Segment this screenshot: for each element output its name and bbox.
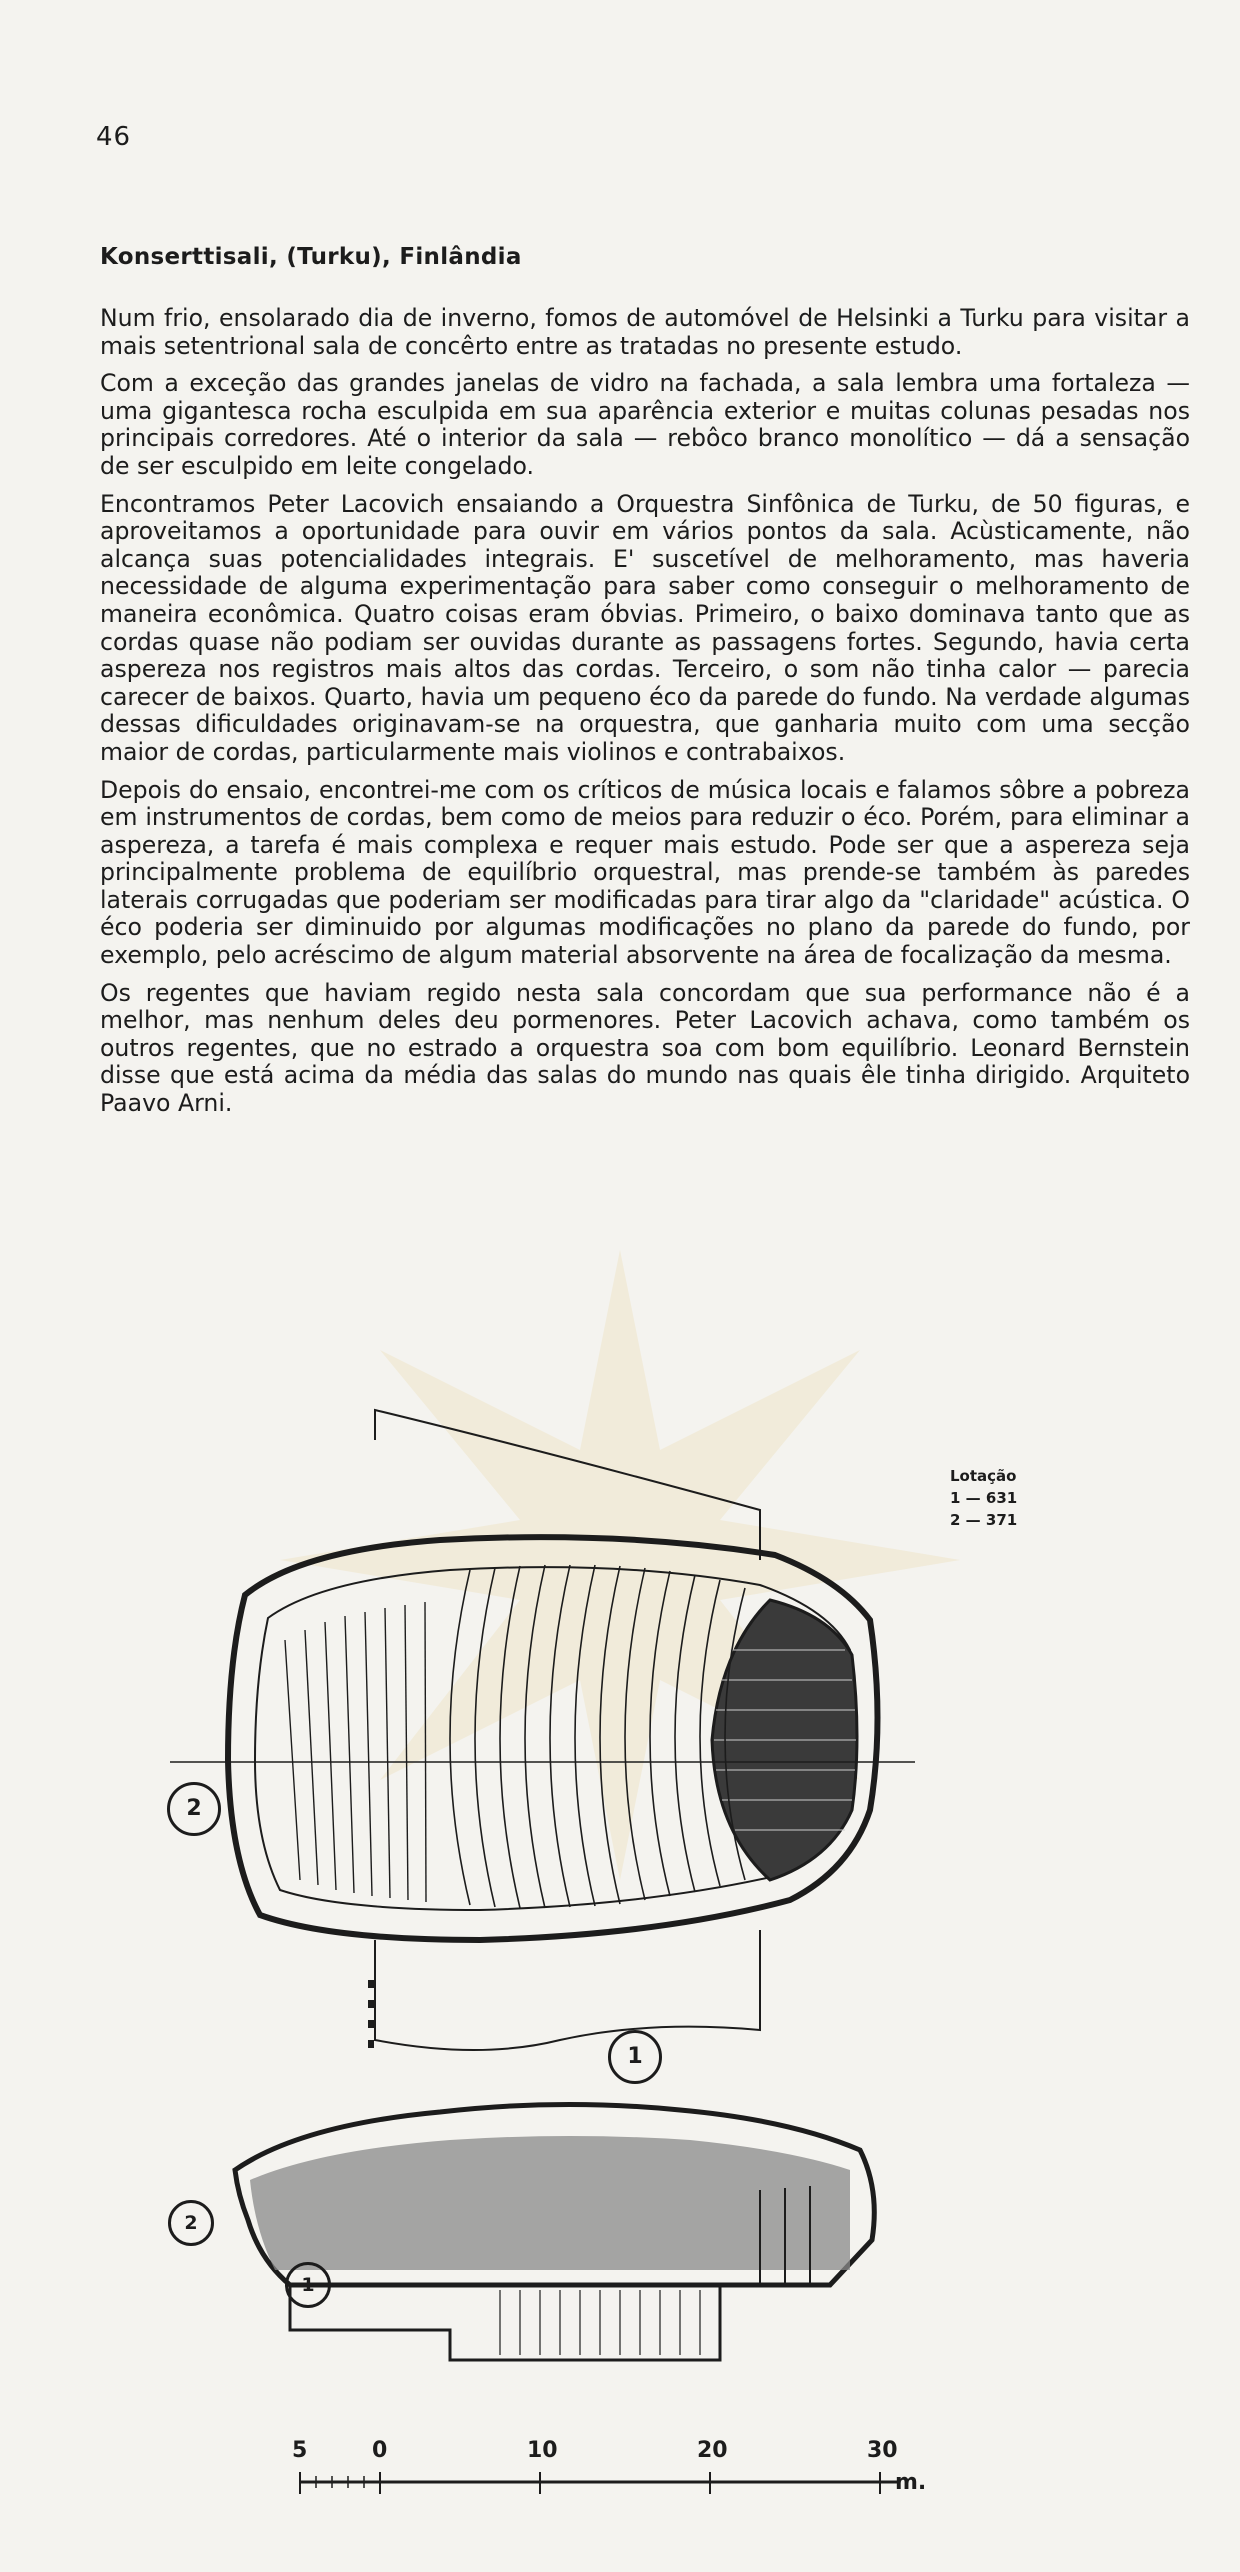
capacity-row: 1 — 631	[950, 1489, 1018, 1507]
watermark	[280, 1250, 960, 1880]
page-number: 46	[96, 122, 132, 152]
section-view	[235, 2104, 874, 2360]
section-label-1: 1	[285, 2262, 331, 2308]
paragraph: Com a exceção das grandes janelas de vidro na fachada, a sala lembra uma fortaleza — uma gigantesca rocha esculpida em sua aparência exterior e muitas colunas pesadas nos principais corredores. Até o interior da sala — rebôco branco monolítico — dá a sensação de ser esculpido em leite congelado.	[100, 369, 1190, 480]
scale-unit: m.	[895, 2470, 927, 2495]
scale-tick-label: 10	[527, 2438, 558, 2463]
paragraph: Num frio, ensolarado dia de inverno, fomos de automóvel de Helsinki a Turku para visitar a mais setentrional sala de concêrto entre as tratadas no presente estudo.	[100, 304, 1190, 360]
article-title: Konserttisali, (Turku), Finlândia	[100, 244, 522, 270]
plan-label-1: 1	[608, 2030, 662, 2084]
scale-tick-label: 30	[867, 2438, 898, 2463]
plan-label-2: 2	[167, 1782, 221, 1836]
scale-bar	[300, 2472, 900, 2494]
capacity-legend	[950, 1465, 1017, 1531]
scale-tick-label: 0	[372, 2438, 388, 2463]
paragraph: Encontramos Peter Lacovich ensaiando a Orquestra Sinfônica de Turku, de 50 figuras, e aproveitamos a oportunidade para ouvir em vários pontos da sala. Acùsticamente, não alcança suas potencialidades integrais. E' suscetível de melhoramento, mas haveria necessidade de alguma experimentação para saber como conseguir o melhoramento de maneira econômica. Quatro coisas eram óbvias. Primeiro, o baixo dominava tanto que as cordas quase não podiam ser ouvidas durante as passagens fortes. Segundo, havia certa aspereza nos registros mais altos das cordas. Terceiro, o som não tinha calor — parecia carecer de baixos. Quarto, havia um pequeno éco da parede do fundo. Na verdade algumas dessas dificuldades originavam-se na orquestra, que ganharia muito com uma secção maior de cordas, particularmente mais violinos e contrabaixos.	[100, 489, 1190, 766]
paragraph: Os regentes que haviam regido nesta sala concordam que sua performance não é a melhor, mas nenhum deles deu pormenores. Peter Lacovich achava, como também os outros regentes, que no estrado a orquestra soa com bom equilíbrio. Leonard Bernstein disse que está acima da média das salas do mundo nas quais êle tinha dirigido. Arquiteto Paavo Arni.	[100, 978, 1190, 1118]
paragraph: Depois do ensaio, encontrei-me com os críticos de música locais e falamos sôbre a pobreza em instrumentos de cordas, bem como de meios para reduzir o éco. Porém, para eliminar a aspereza, a tarefa é mais complexa e requer mais estudo. Pode ser que a aspereza seja principalmente problema de equilíbrio orquestral, mas prende-se também às paredes laterais corrugadas que poderiam ser modificadas para tirar algo da "claridade" acústica. O éco poderia ser diminuido por algumas modificações no plano da parede do fundo, por exemplo, pelo acréscimo de algum material absorvente na área de focalização da mesma.	[100, 775, 1190, 970]
scale-tick-label: 5	[292, 2438, 308, 2463]
capacity-row: 2 — 371	[950, 1511, 1018, 1529]
capacity-heading: Lotação	[950, 1467, 1017, 1485]
section-label-2: 2	[168, 2200, 214, 2246]
scale-tick-label: 20	[697, 2438, 728, 2463]
